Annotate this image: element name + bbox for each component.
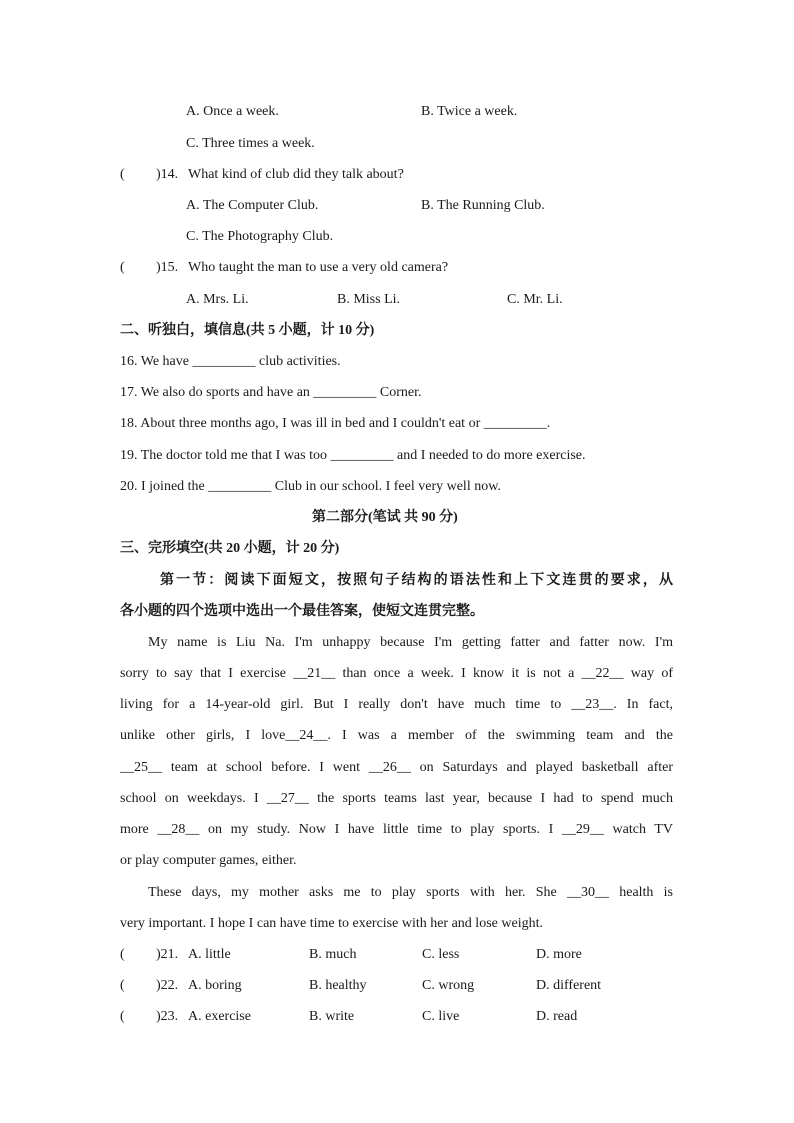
- q14-stem: What kind of club did they talk about?: [188, 167, 404, 182]
- fill-item-text: 18. About three months ago, I was ill in bed and I couldn't eat or _________.: [120, 416, 551, 431]
- question-21-number: )21.: [156, 947, 179, 962]
- section2-item-19: [0, 446, 794, 466]
- section3-heading-text: 三、完形填空(共 20 小题，计 20 分): [120, 541, 340, 556]
- section3-instruction-line-2: [0, 602, 794, 622]
- passage-line-10: [0, 914, 794, 934]
- q15-option-a: A. Mrs. Li.: [186, 292, 249, 307]
- question-23-option-d: D. read: [536, 1009, 578, 1024]
- fill-item-text: 20. I joined the _________ Club in our school. I feel very well now.: [120, 479, 501, 494]
- q15-number: )15.: [156, 260, 179, 275]
- passage-line-2: [0, 664, 794, 684]
- question-21-option-b: B. much: [309, 947, 357, 962]
- section2-item-20: [0, 477, 794, 497]
- question-21-row: [0, 945, 794, 965]
- passage-text: or play computer games, either.: [120, 853, 297, 868]
- passage-text: These days, my mother asks me to play sports with her. She __30__ health is: [148, 885, 673, 900]
- question-22-row: [0, 976, 794, 996]
- q14-option-b: B. The Running Club.: [421, 198, 545, 213]
- passage-line-9: [0, 883, 794, 903]
- q13-option-b: B. Twice a week.: [421, 104, 518, 119]
- question-23-row: [0, 1007, 794, 1027]
- fill-item-text: 19. The doctor told me that I was too _________ and I needed to do more exercise.: [120, 448, 586, 463]
- q15-options-row: [0, 290, 794, 310]
- passage-line-1: [0, 633, 794, 653]
- section3-instruction-line-1: [0, 571, 794, 591]
- q13-options-row-2: [0, 134, 794, 154]
- instruction-text: 第一节：阅读下面短文，按照句子结构的语法性和上下文连贯的要求，从: [160, 573, 673, 588]
- fill-item-text: 17. We also do sports and have an _________ Corner.: [120, 385, 422, 400]
- passage-line-3: [0, 695, 794, 715]
- q15-stem-row: [0, 258, 794, 278]
- passage-text: __25__ team at school before. I went __26__ on Saturdays and played basketball after: [120, 760, 673, 775]
- q13-options-row-1: [0, 102, 794, 122]
- question-23-number: )23.: [156, 1009, 179, 1024]
- section3-heading: [0, 539, 794, 559]
- q14-options-row-1: [0, 196, 794, 216]
- section2-item-18: [0, 414, 794, 434]
- q14-number: )14.: [156, 167, 179, 182]
- q15-option-b: B. Miss Li.: [337, 292, 401, 307]
- question-22-option-b: B. healthy: [309, 978, 367, 993]
- question-22-open-paren: (: [120, 978, 125, 993]
- section2-heading: [0, 321, 794, 341]
- q14-stem-row: [0, 165, 794, 185]
- q15-open-paren: (: [120, 260, 125, 275]
- passage-line-8: [0, 851, 794, 871]
- passage-text: school on weekdays. I __27__ the sports teams last year, because I had to spend much: [120, 791, 673, 806]
- instruction-text: 各小题的四个选项中选出一个最佳答案，使短文连贯完整。: [120, 604, 484, 619]
- question-22-option-c: C. wrong: [422, 978, 475, 993]
- passage-text: sorry to say that I exercise __21__ than once a week. I know it is not a __22__ way of: [120, 666, 673, 681]
- q14-option-a: A. The Computer Club.: [186, 198, 319, 213]
- passage-text: My name is Liu Na. I'm unhappy because I'm getting fatter and fatter now. I'm: [148, 635, 673, 650]
- passage-line-7: [0, 820, 794, 840]
- q14-option-c: C. The Photography Club.: [186, 229, 334, 244]
- question-21-option-c: C. less: [422, 947, 460, 962]
- question-23-option-b: B. write: [309, 1009, 355, 1024]
- question-23-option-a: A. exercise: [188, 1009, 251, 1024]
- section2-item-16: [0, 352, 794, 372]
- q15-option-c: C. Mr. Li.: [507, 292, 563, 307]
- fill-item-text: 16. We have _________ club activities.: [120, 354, 341, 369]
- passage-line-6: [0, 789, 794, 809]
- q13-option-a: A. Once a week.: [186, 104, 279, 119]
- question-22-option-a: A. boring: [188, 978, 242, 993]
- section2-item-17: [0, 383, 794, 403]
- question-21-option-d: D. more: [536, 947, 582, 962]
- q15-stem: Who taught the man to use a very old camera?: [188, 260, 449, 275]
- q13-option-c: C. Three times a week.: [186, 136, 315, 151]
- passage-line-4: [0, 726, 794, 746]
- q14-open-paren: (: [120, 167, 125, 182]
- question-23-option-c: C. live: [422, 1009, 460, 1024]
- question-21-option-a: A. little: [188, 947, 231, 962]
- question-23-open-paren: (: [120, 1009, 125, 1024]
- part2-heading-text: 第二部分(笔试 共 90 分): [312, 510, 458, 525]
- passage-text: living for a 14-year-old girl. But I really don't have much time to __23__. In fact,: [120, 697, 673, 712]
- section2-heading-text: 二、听独白，填信息(共 5 小题，计 10 分): [120, 323, 375, 338]
- passage-text: very important. I hope I can have time to exercise with her and lose weight.: [120, 916, 543, 931]
- question-21-open-paren: (: [120, 947, 125, 962]
- q14-options-row-2: [0, 227, 794, 247]
- passage-text: unlike other girls, I love__24__. I was a member of the swimming team and the: [120, 728, 673, 743]
- part2-heading: [0, 508, 794, 528]
- question-22-option-d: D. different: [536, 978, 602, 993]
- passage-text: more __28__ on my study. Now I have little time to play sports. I __29__ watch TV: [120, 822, 673, 837]
- question-22-number: )22.: [156, 978, 179, 993]
- passage-line-5: [0, 758, 794, 778]
